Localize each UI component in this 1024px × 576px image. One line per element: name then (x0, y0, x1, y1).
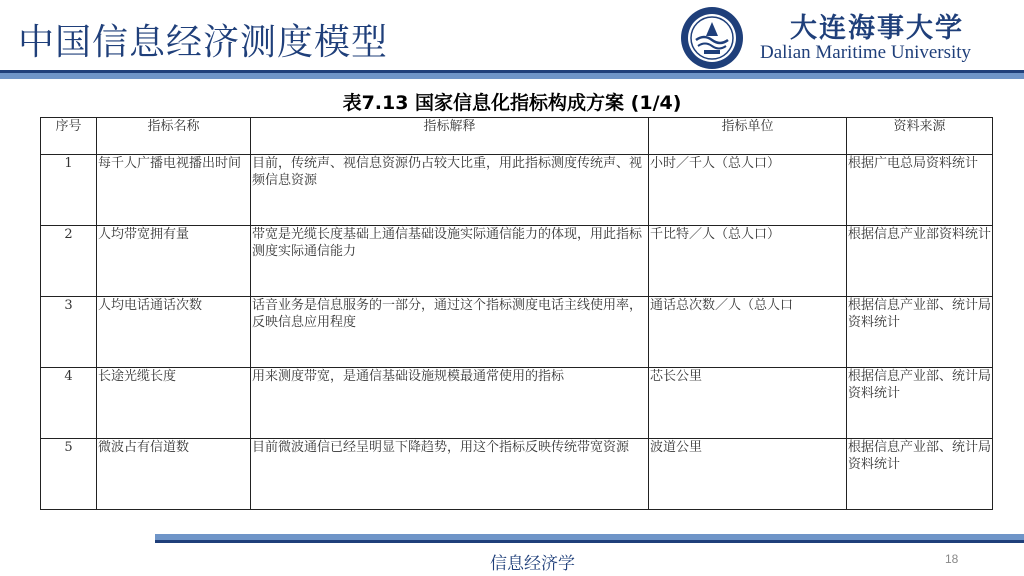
cell-data-source: 根据信息产业部、统计局资料统计 (847, 297, 993, 368)
cell-indicator-name: 每千人广播电视播出时间 (97, 155, 251, 226)
cell-indicator-name: 微波占有信道数 (97, 439, 251, 510)
page-title: 中国信息经济测度模型 (18, 22, 389, 63)
table-row (41, 368, 993, 439)
cell-indicator-name: 长途光缆长度 (97, 368, 251, 439)
cell-data-source: 根据信息产业部、统计局资料统计 (847, 368, 993, 439)
cell-indicator-explanation: 目前微波通信已经呈明显下降趋势，用这个指标反映传统带宽资源 (251, 439, 649, 510)
cell-index: 1 (41, 155, 97, 226)
table-row (41, 297, 993, 368)
cell-index: 4 (41, 368, 97, 439)
cell-indicator-unit: 通话总次数／人（总人口 (649, 297, 847, 368)
cell-indicator-explanation: 用来测度带宽，是通信基础设施规模最通常使用的指标 (251, 368, 649, 439)
cell-index: 5 (41, 439, 97, 510)
table-row (41, 226, 993, 297)
cell-indicator-name: 人均电话通话次数 (97, 297, 251, 368)
header-indicator-explanation: 指标解释 (251, 118, 649, 155)
cell-indicator-explanation: 带宽是光缆长度基础上通信基础设施实际通信能力的体现，用此指标测度实际通信能力 (251, 226, 649, 297)
university-name-cn: 大连海事大学 (790, 13, 964, 44)
header-data-source: 资料来源 (847, 118, 993, 155)
university-name-en: Dalian Maritime University (760, 42, 972, 63)
cell-data-source: 根据广电总局资料统计 (847, 155, 993, 226)
cell-indicator-explanation: 目前，传统声、视信息资源仍占较大比重，用此指标测度传统声、视频信息资源 (251, 155, 649, 226)
header-indicator-name: 指标名称 (97, 118, 251, 155)
cell-indicator-name: 人均带宽拥有量 (97, 226, 251, 297)
cell-data-source: 根据信息产业部、统计局资料统计 (847, 439, 993, 510)
header-indicator-unit: 指标单位 (649, 118, 847, 155)
university-logo (680, 6, 744, 70)
cell-indicator-unit: 波道公里 (649, 439, 847, 510)
table-row (41, 439, 993, 510)
footer-rule (155, 540, 1024, 543)
table-caption: 表7.13 国家信息化指标构成方案 (1/4) (342, 92, 682, 114)
header-index: 序号 (41, 118, 97, 155)
table-row (41, 155, 993, 226)
footer-label: 信息经济学 (490, 554, 575, 574)
indicator-table (40, 117, 993, 510)
cell-index: 3 (41, 297, 97, 368)
header-rule-accent (0, 73, 1024, 79)
cell-data-source: 根据信息产业部资料统计 (847, 226, 993, 297)
cell-indicator-unit: 芯长公里 (649, 368, 847, 439)
page-number: 18 (945, 552, 959, 566)
cell-indicator-unit: 千比特／人（总人口） (649, 226, 847, 297)
table-header-row (41, 118, 993, 155)
cell-index: 2 (41, 226, 97, 297)
cell-indicator-explanation: 话音业务是信息服务的一部分，通过这个指标测度电话主线使用率，反映信息应用程度 (251, 297, 649, 368)
cell-indicator-unit: 小时／千人（总人口） (649, 155, 847, 226)
